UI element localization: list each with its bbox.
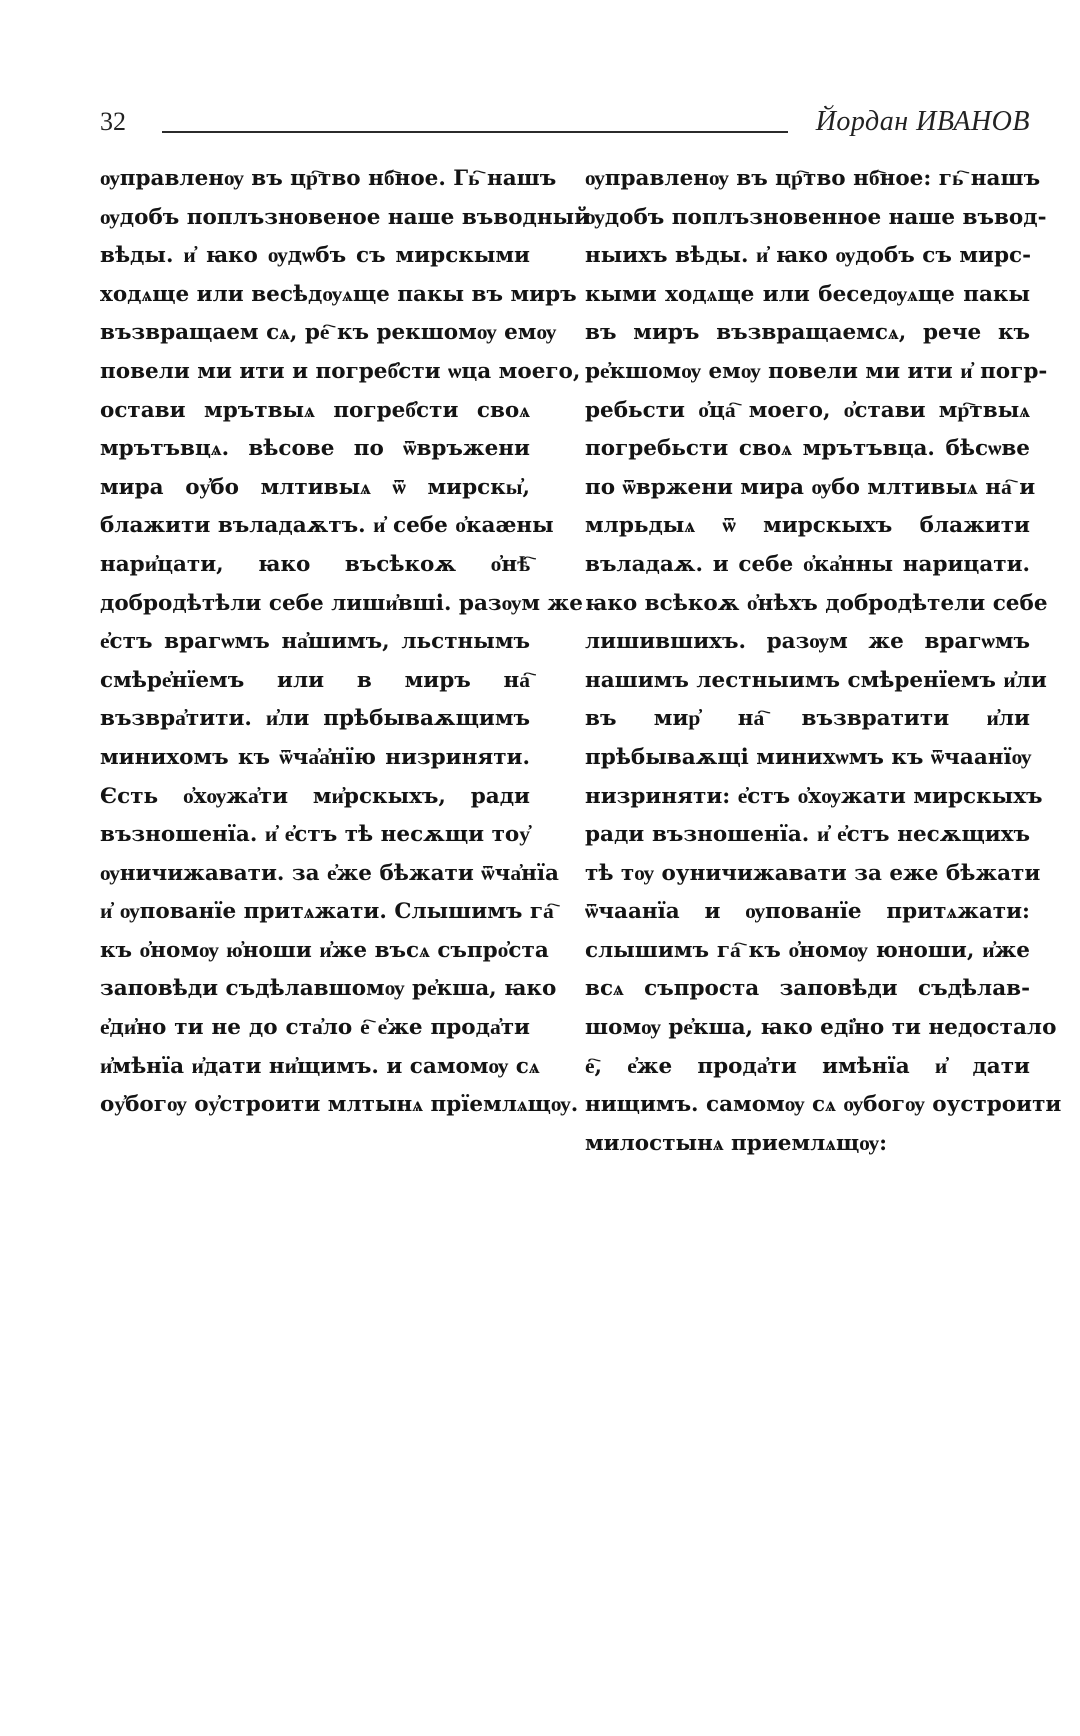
text-line: лишившихъ. разѹм же врагѡмъ — [585, 629, 1030, 655]
text-line: тѣ тѹ оуничижавати за еже бѣжати — [585, 860, 1041, 886]
text-line: заповѣди съдѣлавшомѹ ре҆кша, ꙗко — [100, 976, 557, 1002]
text-line: възношенїа. и҆ е҆стъ тѣ несѫщи тоу҆ — [100, 822, 530, 848]
text-line: и҆ ѹпованїе притѧжати. Слышимъ га҇ — [100, 899, 554, 925]
text-line: оу҆богѹ оу҆строити млтынѧ прїемлѧщѹ. — [100, 1092, 579, 1118]
text-line: всѧ съпроста заповѣди съдѣлав- — [585, 976, 1030, 1002]
header-rule — [162, 131, 788, 133]
text-line: низриняти: е҆стъ о҆хѹжати мирскыхъ — [585, 783, 1043, 809]
running-head: Йордан ИВАНОВ — [815, 106, 1030, 137]
text-line: шомѹ ре҆кша, ꙗко еді҆но ти недостало — [585, 1015, 1057, 1041]
text-line: ходѧще или весѣдѹѧще пакы въ миръ — [100, 281, 577, 307]
text-line: ѿчаанїа и ѹпованїе притѧжати: — [585, 899, 1030, 925]
text-line: мира оу҆бо млтивыѧ ѿ мирскы҆, — [100, 474, 530, 500]
text-line: ради възношенїа. и҆ е҆стъ несѫщихъ — [585, 822, 1030, 848]
text-line: Єсть о҆хѹжа҆ти ми҆рскыхъ, ради — [100, 783, 530, 809]
right-column-text — [585, 160, 1062, 1163]
text-line: ребьсти о҆ца҇ моего, о҆стави мр҇твыѧ — [585, 397, 1030, 423]
page-header — [100, 104, 1030, 140]
text-line: ѹправленѹ въ цр҇тво нб҇ное. Гь҇ нашъ — [100, 166, 557, 191]
text-line: млрьдыѧ ѿ мирскыхъ блажити — [585, 513, 1030, 539]
text-line: ре҆кшомѹ емѹ повели ми ити и҆ погр- — [585, 358, 1048, 384]
text-line: кыми ходѧще или беседѹѧще пакы — [585, 281, 1030, 307]
text-line: нашимъ лестныимъ смѣренїемъ и҆ли — [585, 667, 1047, 693]
text-line: ѹправленѹ въ цр҇тво нб҇ное: гь҇ нашъ — [585, 166, 1041, 191]
text-line: ѹдобъ поплъзновеное наше въводный — [100, 204, 591, 230]
page-number: 32 — [100, 107, 126, 136]
text-line: погребьсти своѧ мрътъвца. бѣсѡве — [585, 436, 1030, 462]
text-line: е҆стъ врагѡмъ на҆шимъ, льстнымъ — [100, 629, 530, 655]
text-line: ꙗко всѣкоѫ о҆нѣхъ добродѣтели себе — [585, 590, 1048, 616]
text-line: мрътъвцѧ. вѣсове по ѿвръжени — [100, 436, 530, 462]
text-line: остави мрътвыѧ погреб҆сти своѧ — [100, 397, 530, 423]
text-line: въладаѫ. и себе о҆ка҆нны нарицати. — [585, 551, 1030, 577]
text-line: минихомъ къ ѿча҆а҆нїю низриняти. — [100, 744, 530, 770]
text-line: е҆ди҆но ти не до ста҆ло е҇ е҆же прода҆ти — [100, 1015, 530, 1041]
text-line: нищимъ. самомѹ сѧ ѹбогѹ оустроити — [585, 1092, 1062, 1118]
text-line: възвра҆тити. и҆ли прѣбываѫщимъ — [100, 706, 530, 732]
text-line: въ мир҆ на҇ възвратити и҆ли — [585, 706, 1030, 732]
text-line: милостынѧ приемлѧщѹ: — [585, 1130, 888, 1156]
text-line: повели ми ити и погреб҆сти ѡца моего, — [100, 358, 581, 384]
text-line: ѹдобъ поплъзновенное наше въвод- — [585, 204, 1047, 230]
text-line: ѹничижавати. за е҆же бѣжати ѿча҆нїа — [100, 860, 559, 886]
text-line: слышимъ га҇ къ о҆номѹ юноши, и҆же — [585, 937, 1030, 963]
text-line: вѣды. и҆ ꙗко ѹдѡбъ съ мирскыми — [100, 243, 530, 269]
text-line: добродѣтѣли себе лиши҆вші. разѹм же — [100, 590, 583, 616]
text-line: нари҆цати, ꙗко въсѣкоѫ о҆нѣ҇ — [100, 551, 530, 577]
text-line: е҇, е҆же прода҆ти имѣнїа и҆ дати — [585, 1053, 1030, 1079]
text-line: по ѿвржени мира ѹбо млтивыѧ на҇ и — [585, 474, 1036, 500]
text-line: прѣбываѫщі минихѡмъ къ ѿчаанїѹ — [585, 744, 1032, 770]
text-line: възвращаем сѧ, ре҇ къ рекшомѹ емѹ — [100, 320, 557, 346]
left-column-text — [100, 160, 591, 1125]
text-line: блажити въладаѫтъ. и҆ себе о҆каӕны — [100, 513, 554, 539]
text-line: къ о҆номѹ ю҆ноши и҆же въсѧ съпро҆ста — [100, 937, 549, 963]
text-line: и҆мѣнїа и҆дати ни҆щимъ. и самомѹ сѧ — [100, 1053, 540, 1079]
text-line: ныихъ вѣды. и҆ ꙗко ѹдобъ съ мирс- — [585, 243, 1031, 269]
text-line: въ миръ възвращаемсѧ, рече къ — [585, 320, 1030, 346]
text-line: смѣре҆нїемъ или в миръ на҇ — [100, 667, 530, 693]
